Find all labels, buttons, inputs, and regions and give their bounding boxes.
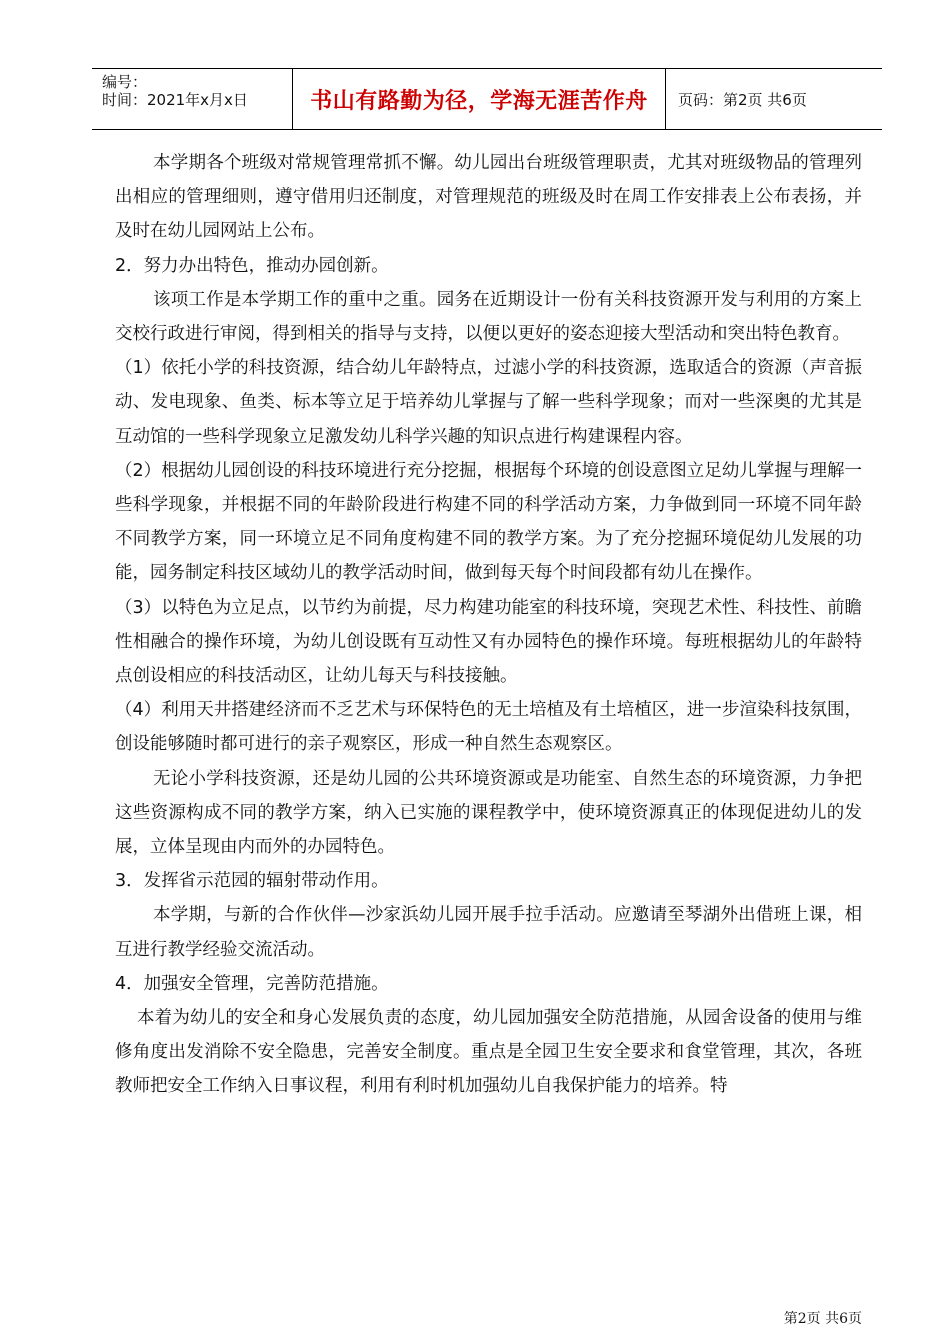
list-item-1: （1）依托小学的科技资源，结合幼儿年龄特点，过滤小学的科技资源，选取适合的资源（声音振动、发电现象、鱼类、标本等立足于培养幼儿掌握与了解一些科学现象；而对一些深奥的尤其是互动馆的一些科学现象立足激发幼儿科学兴趣的知识点进行构建课程内容。: [115, 358, 862, 447]
time-label: 时间：2021年x月x日: [102, 91, 248, 109]
header-page-cell: [666, 69, 882, 129]
document-body: [115, 146, 862, 1104]
motto: 书山有路勤为径，学海无涯苦作舟: [310, 88, 648, 114]
section-heading-3: 3．发挥省示范园的辐射带动作用。: [115, 871, 389, 892]
page-footer: 第2页 共6页: [783, 1311, 862, 1327]
header-meta-cell: [92, 69, 293, 129]
paragraph-resources: 无论小学科技资源，还是幼儿园的公共环境资源或是功能室、自然生态的环境资源，力争把这些资源构成不同的教学方案，纳入已实施的课程教学中，使环境资源真正的体现促进幼儿的发展，立体呈现由内而外的办园特色。: [115, 768, 862, 858]
section-heading-4: 4．加强安全管理，完善防范措施。: [115, 973, 389, 994]
page-header: [92, 68, 882, 130]
paragraph-key-work: 该项工作是本学期工作的重中之重。园务在近期设计一份有关科技资源开发与利用的方案上交校行政进行审阅，得到相关的指导与支持，以便以更好的姿态迎接大型活动和突出特色教育。: [115, 289, 862, 345]
list-item-2: （2）根据幼儿园创设的科技环境进行充分挖掘，根据每个环境的创设意图立足幼儿掌握与理解一些科学现象，并根据不同的年龄阶段进行构建不同的科学活动方案，力争做到同一环境不同年龄不同教学方案，同一环境立足不同角度构建不同的教学方案。为了充分挖掘环境促幼儿发展的功能，园务制定科技区域幼儿的教学活动时间，做到每天每个时间段都有幼儿在操作。: [115, 460, 862, 584]
paragraph-safety: 本着为幼儿的安全和身心发展负责的态度，幼儿园加强安全防范措施，从园舍设备的使用与维修角度出发消除不安全隐患，完善安全制度。重点是全园卫生安全要求和食堂管理，其次，各班教师把安全工作纳入日事议程，利用有利时机加强幼儿自我保护能力的培养。特: [115, 1008, 862, 1097]
list-item-3: （3）以特色为立足点，以节约为前提，尽力构建功能室的科技环境，突现艺术性、科技性、前瞻性相融合的操作环境，为幼儿创设既有互动性又有办园特色的操作环境。每班根据幼儿的年龄特点创设相应的科技活动区，让幼儿每天与科技接触。: [115, 597, 862, 687]
header-page-info: 页码：第2页 共6页: [678, 90, 807, 109]
header-motto-cell: [293, 69, 666, 129]
section-heading-2: 2．努力办出特色，推动办园创新。: [115, 255, 389, 276]
list-item-4: （4）利用天井搭建经济而不乏艺术与环保特色的无土培植及有土培植区，进一步渲染科技氛围，创设能够随时都可进行的亲子观察区，形成一种自然生态观察区。: [115, 700, 862, 755]
paragraph-class-management: 本学期各个班级对常规管理常抓不懈。幼儿园出台班级管理职责，尤其对班级物品的管理列出相应的管理细则，遵守借用归还制度，对管理规范的班级及时在周工作安排表上公布表扬，并及时在幼儿园网站上公布。: [115, 153, 862, 242]
number-label: 编号：: [102, 73, 148, 91]
paragraph-partnership: 本学期，与新的合作伙伴—沙家浜幼儿园开展手拉手活动。应邀请至琴湖外出借班上课，相互进行教学经验交流活动。: [115, 905, 862, 960]
